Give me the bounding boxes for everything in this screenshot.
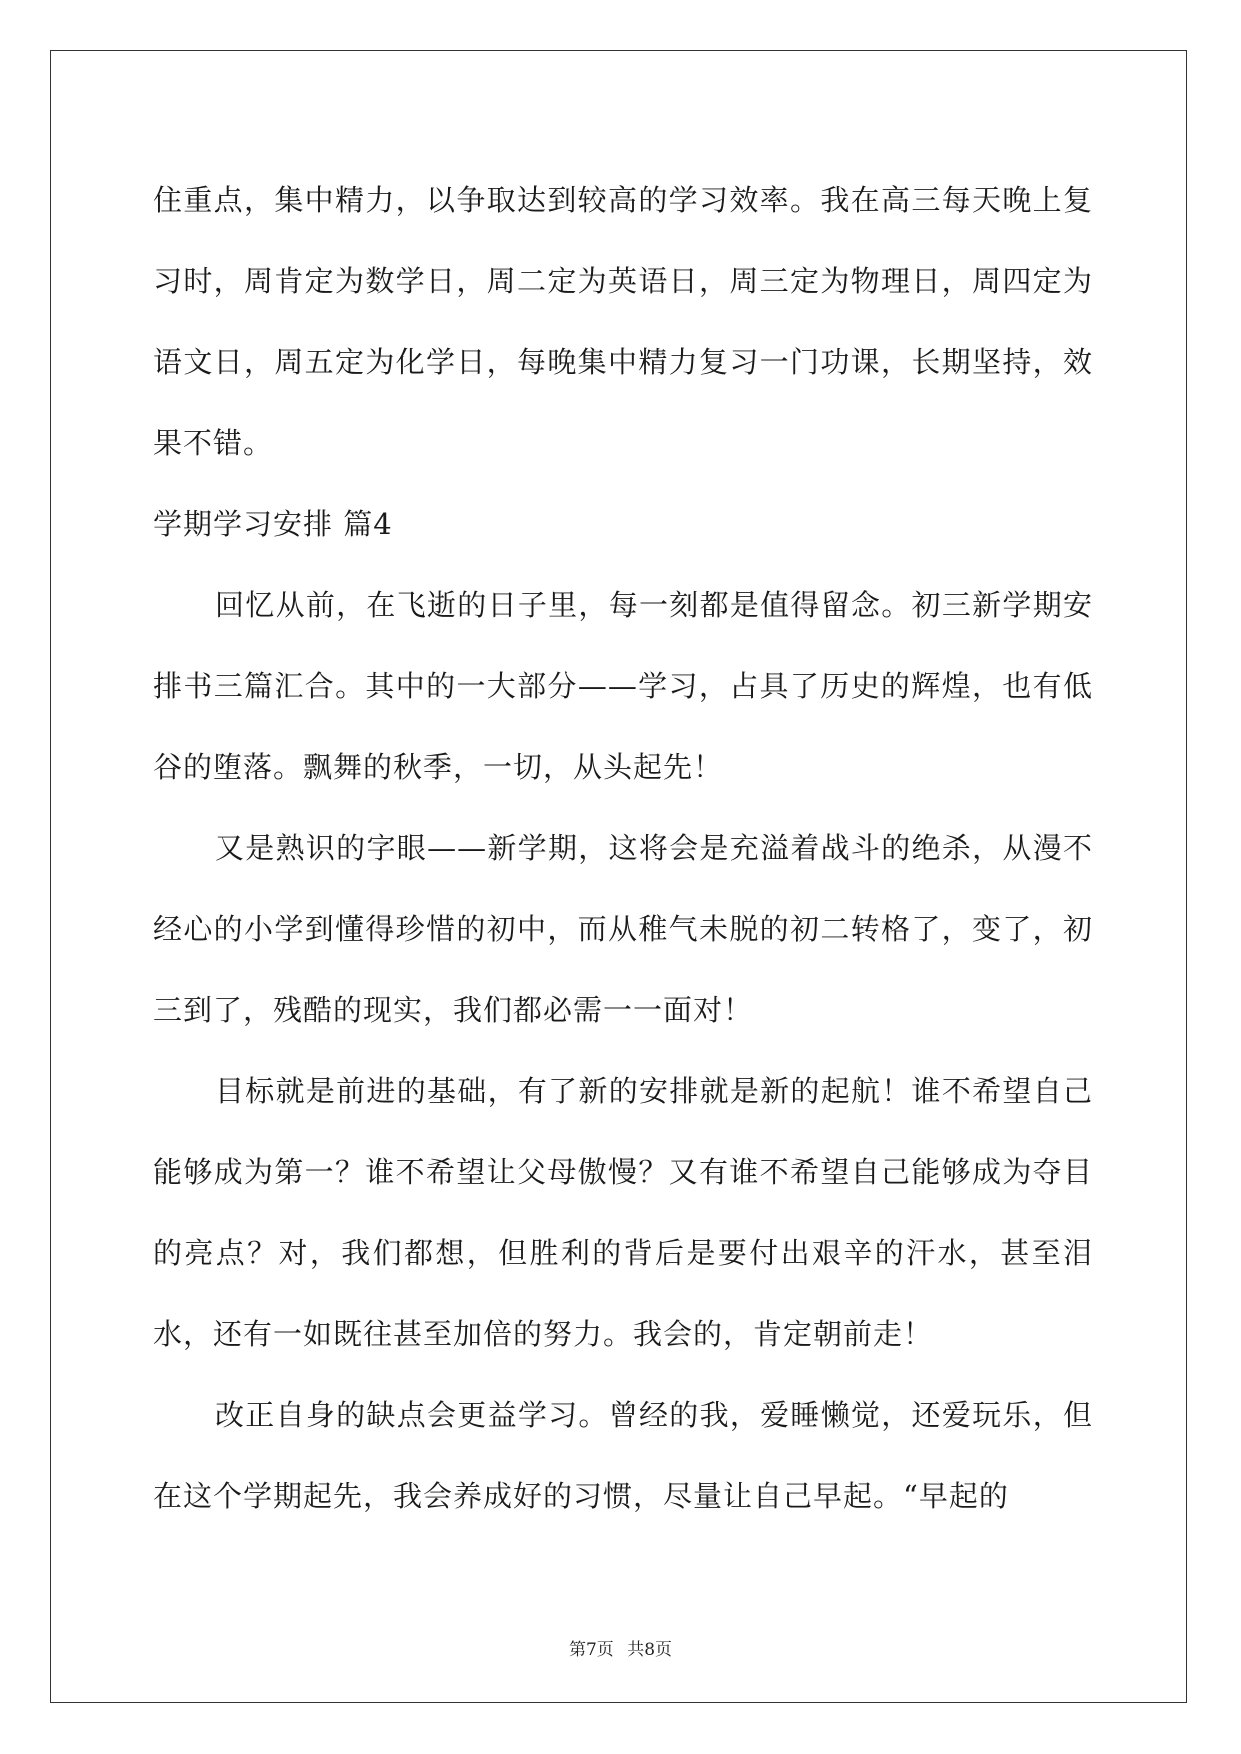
paragraph: 目标就是前进的基础，有了新的安排就是新的起航！谁不希望自己能够成为第一？谁不希望让父母傲慢？又有谁不希望自己能够成为夺目的亮点？对，我们都想，但胜利的背后是要付出艰辛的汗水，甚至泪水，还有一如既往甚至加倍的努力。我会的，肯定朝前走！	[153, 1074, 1093, 1351]
paragraph: 回忆从前，在飞逝的日子里，每一刻都是值得留念。初三新学期安排书三篇汇合。其中的一大部分——学习，占具了历史的辉煌，也有低谷的堕落。飘舞的秋季，一切，从头起先！	[153, 588, 1093, 784]
document-body	[153, 160, 1093, 1537]
paragraph: 又是熟识的字眼——新学期，这将会是充溢着战斗的绝杀，从漫不经心的小学到懂得珍惜的初中，而从稚气未脱的初二转格了，变了，初三到了，残酷的现实，我们都必需一一面对！	[153, 831, 1093, 1027]
page-number-total: 共8页	[627, 1640, 673, 1660]
paragraph-continued: 住重点，集中精力，以争取达到较高的学习效率。我在高三每天晚上复习时，周肯定为数学日，周二定为英语日，周三定为物理日，周四定为语文日，周五定为化学日，每晚集中精力复习一门功课，长期坚持，效果不错。	[153, 183, 1093, 460]
page-number-current: 第7页	[568, 1640, 614, 1660]
page-footer	[0, 1635, 1241, 1660]
paragraph: 改正自身的缺点会更益学习。曾经的我，爱睡懒觉，还爱玩乐，但在这个学期起先，我会养成好的习惯，尽量让自己早起。“早起的	[153, 1398, 1093, 1513]
section-heading: 学期学习安排 篇4	[153, 507, 393, 541]
